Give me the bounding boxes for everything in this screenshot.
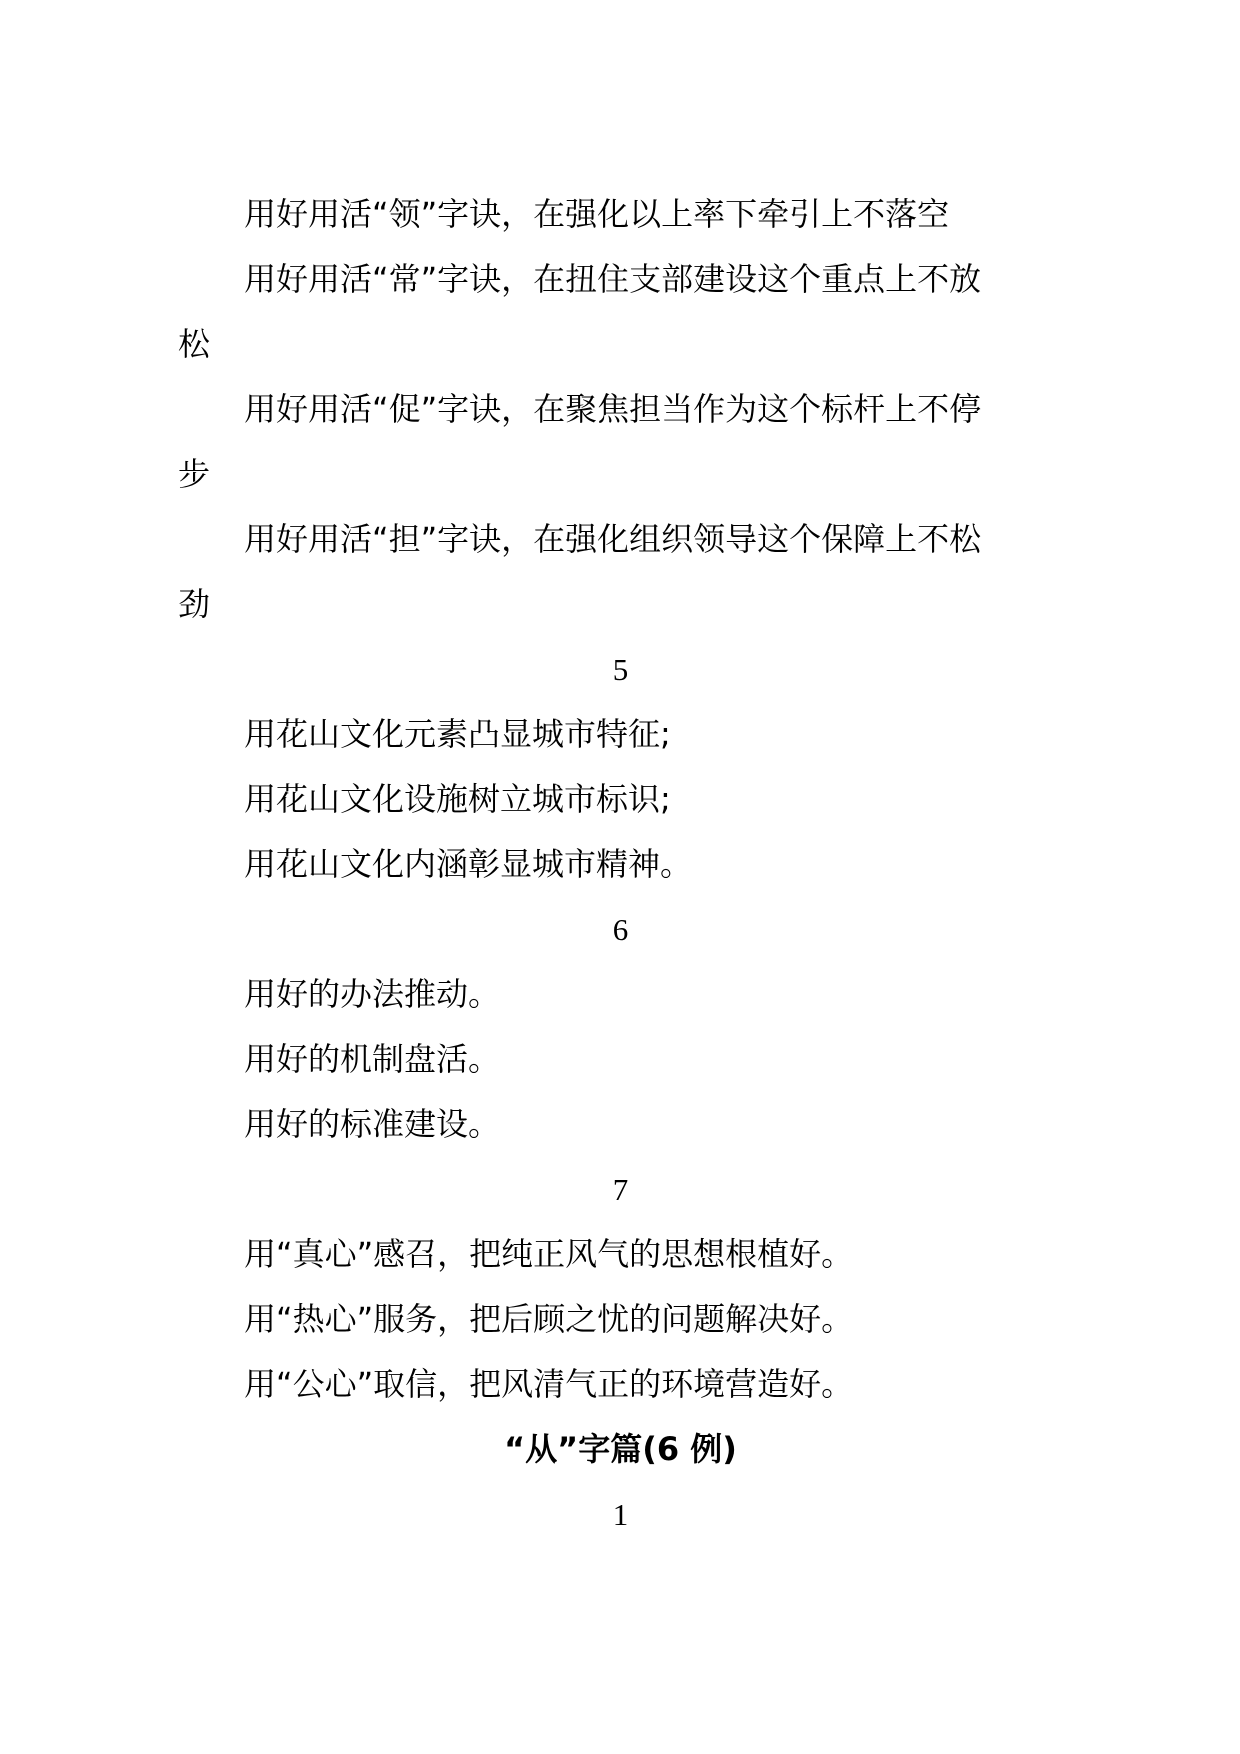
paragraph-line: 用好的机制盘活。 [244,1040,501,1078]
section-number: 7 [612,1172,629,1207]
section-heading: “从”字篇(6 例) [504,1430,737,1468]
paragraph-line: 用好用活“常”字诀，在扭住支部建设这个重点上不放 [244,260,982,298]
paragraph-line: 用好的办法推动。 [244,975,501,1013]
section-number: 5 [612,652,629,687]
paragraph-line-continuation: 松 [178,325,211,363]
section-number: 1 [612,1497,629,1532]
paragraph-line: 用“公心”取信，把风清气正的环境营造好。 [244,1365,854,1403]
paragraph-line: 用好用活“担”字诀，在强化组织领导这个保障上不松 [244,520,982,558]
paragraph-line: 用好用活“领”字诀，在强化以上率下牵引上不落空 [244,195,950,233]
paragraph-line: 用“热心”服务，把后顾之忧的问题解决好。 [244,1300,854,1338]
paragraph-line: 用好用活“促”字诀，在聚焦担当作为这个标杆上不停 [244,390,982,428]
document-page [178,182,1063,1547]
section-number: 6 [612,912,629,947]
paragraph-line-continuation: 劲 [178,585,211,623]
paragraph-line: 用花山文化设施树立城市标识; [244,780,671,818]
paragraph-line: 用好的标准建设。 [244,1105,501,1143]
paragraph-line: 用“真心”感召，把纯正风气的思想根植好。 [244,1235,854,1273]
paragraph-line-continuation: 步 [178,455,211,493]
paragraph-line: 用花山文化内涵彰显城市精神。 [244,845,693,883]
paragraph-line: 用花山文化元素凸显城市特征; [244,715,671,753]
